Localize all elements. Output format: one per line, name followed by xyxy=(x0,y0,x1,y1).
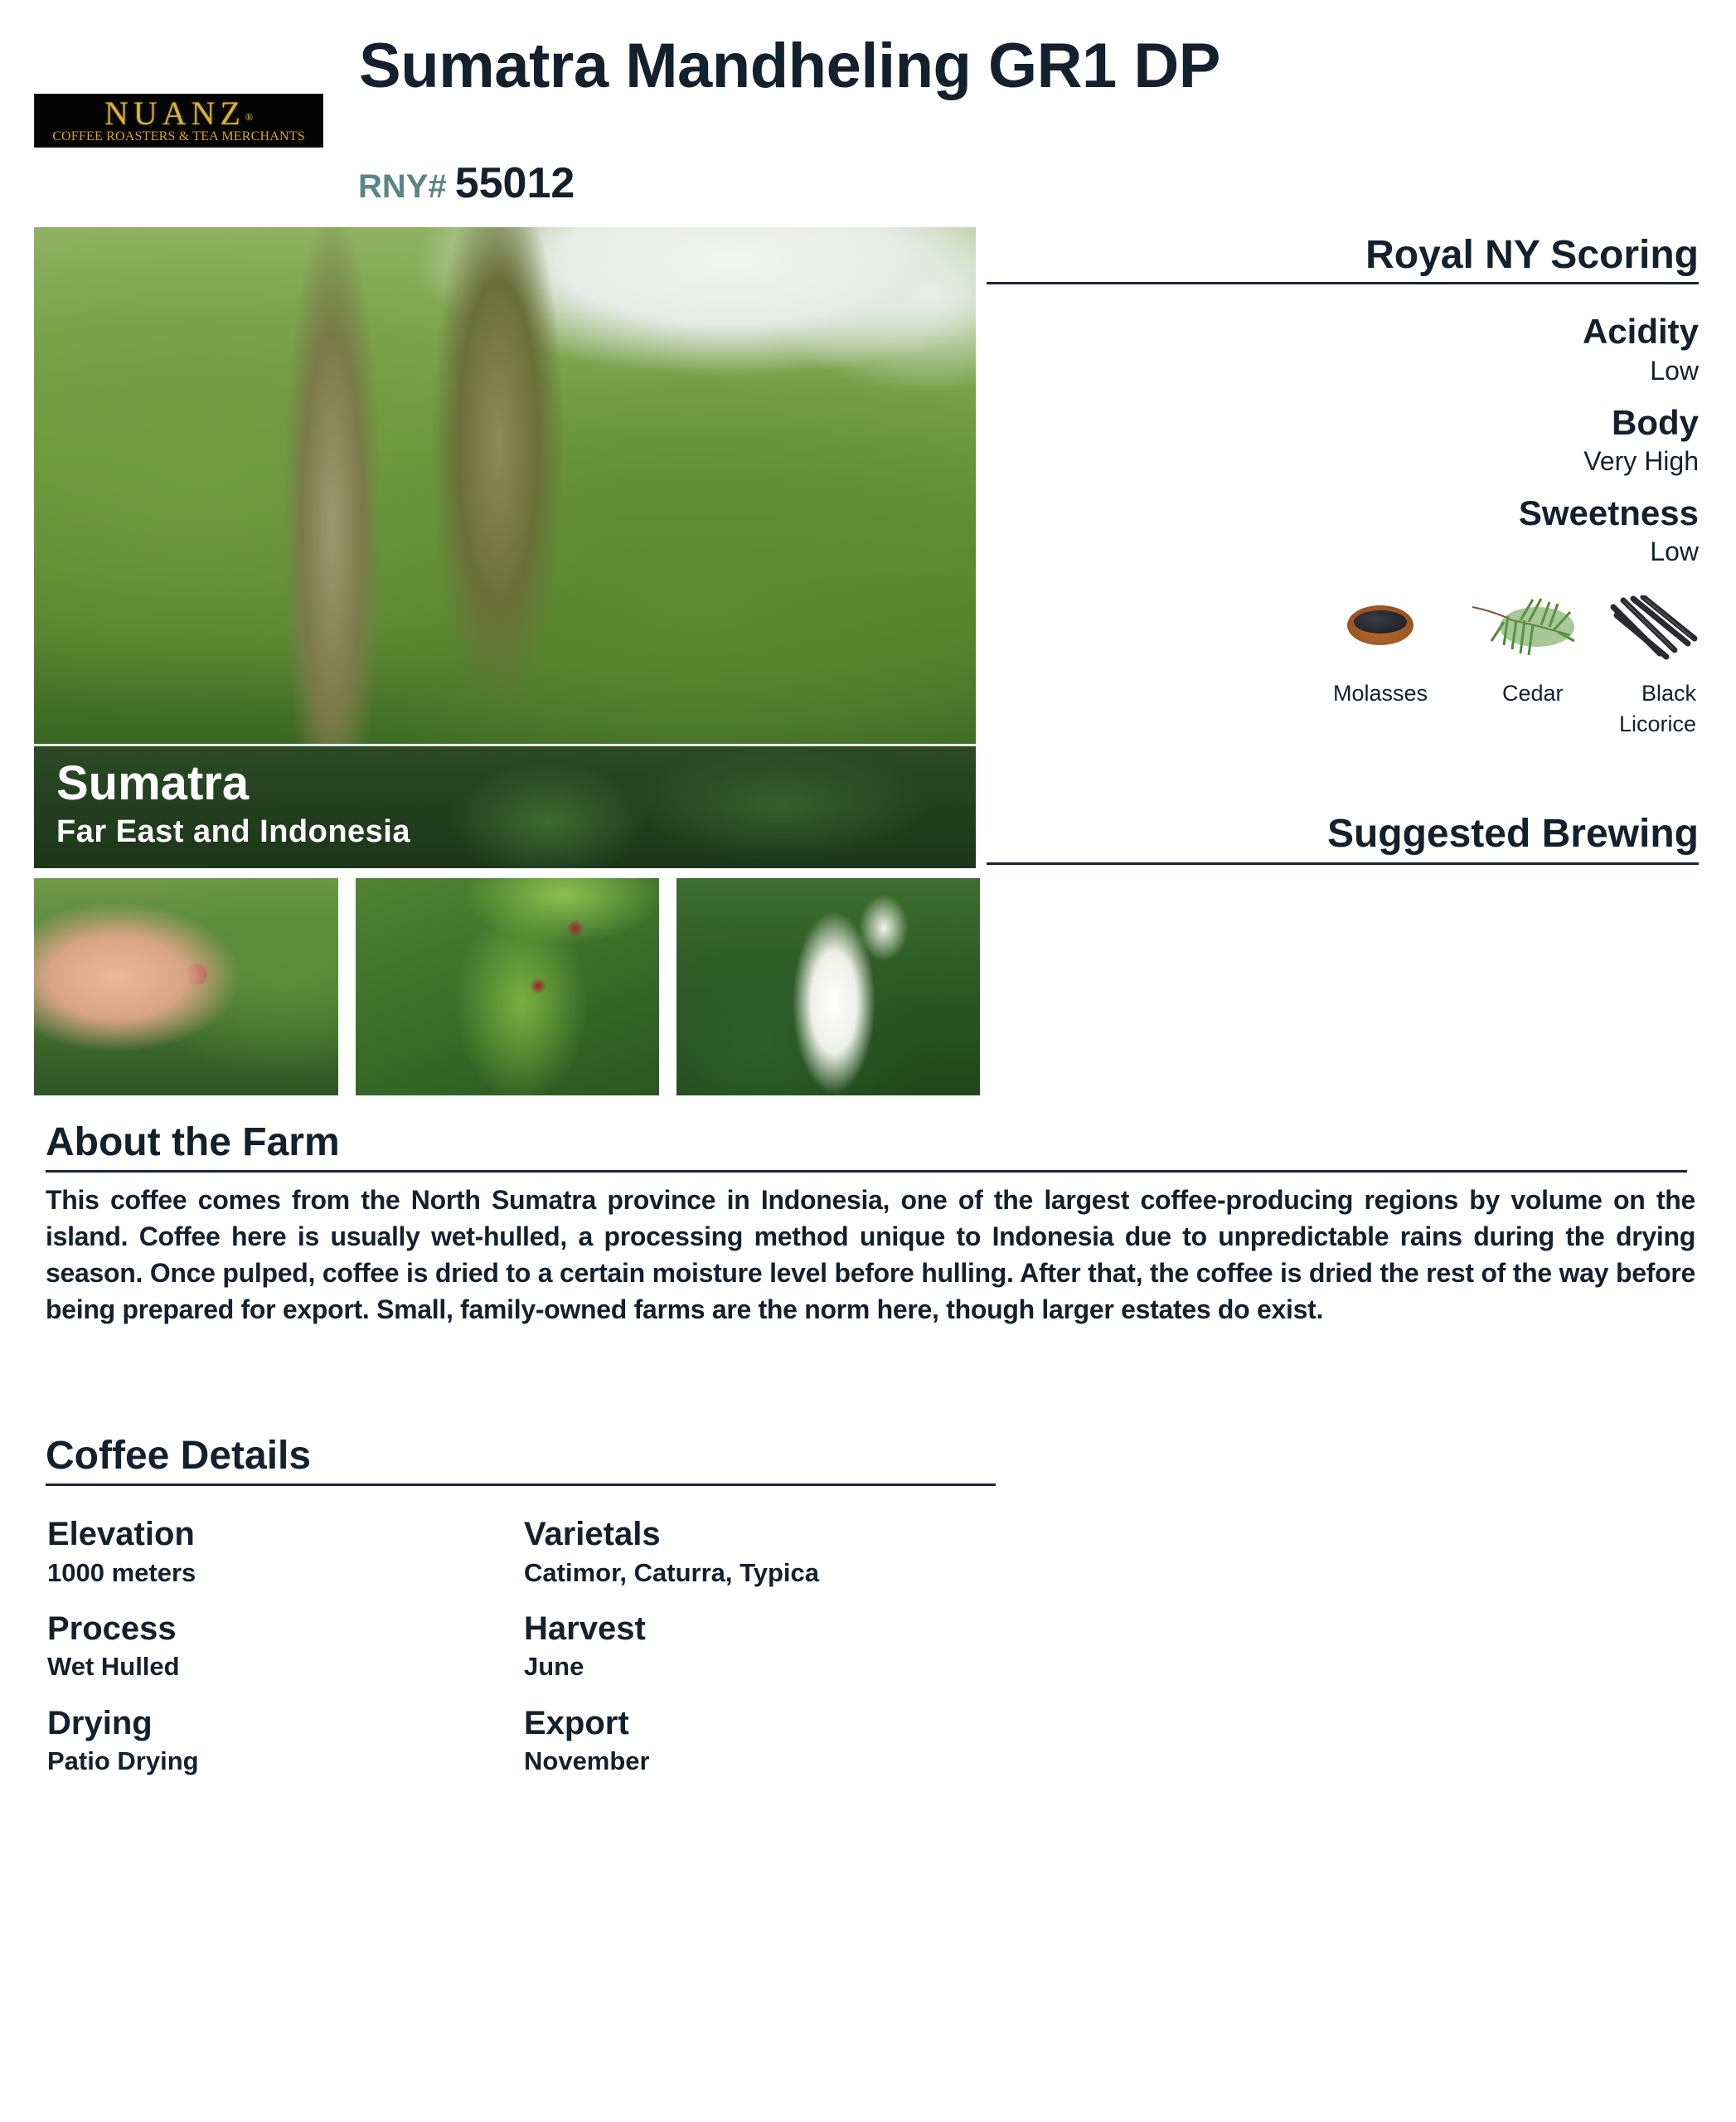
export-label: Export xyxy=(524,1705,629,1741)
varietals-label: Varietals xyxy=(524,1516,661,1552)
harvest-value: June xyxy=(524,1652,584,1681)
rny-id xyxy=(358,156,575,221)
flavor-note-black-licorice xyxy=(1592,595,1716,662)
elevation-value: 1000 meters xyxy=(47,1558,196,1587)
export-value: November xyxy=(524,1746,650,1775)
elevation-label: Elevation xyxy=(47,1516,195,1552)
about-divider xyxy=(46,1170,1687,1173)
harvest-label: Harvest xyxy=(524,1610,646,1647)
brewing-divider xyxy=(987,862,1699,865)
brand-logo xyxy=(34,94,323,148)
hero-region-band xyxy=(34,744,976,868)
thumbnail-hand-picking xyxy=(34,878,338,1095)
sweetness-value: Low xyxy=(1650,537,1699,566)
rny-label: RNY# xyxy=(358,168,447,205)
acidity-value: Low xyxy=(1650,356,1699,386)
brewing-heading: Suggested Brewing xyxy=(1326,812,1699,856)
details-divider xyxy=(46,1483,996,1486)
body-label: Body xyxy=(1612,403,1699,442)
black-licorice-label-line1: Black xyxy=(1641,681,1696,706)
about-paragraph: This coffee comes from the North Sumatra province in Indonesia, one of the largest coffee-producing regions by volume on the island. Coffee here is usually wet-hulled, a processing method unique to Indonesia due to unpredictable rains during the drying season. Once pulped, coffee is dried to a certain moisture level before hulling. After that, the coffee is dried the rest of the way before being prepared for export. Small, family-owned farms are the norm here, though larger estates do exist. xyxy=(46,1185,1695,1324)
acidity-label: Acidity xyxy=(1582,312,1699,351)
region-subtitle: Far East and Indonesia xyxy=(56,814,410,849)
thumbnail-coffee-flowers xyxy=(676,878,980,1095)
page-title: Sumatra Mandheling GR1 DP xyxy=(359,31,1220,101)
black-licorice-icon xyxy=(1600,595,1708,662)
region-name: Sumatra xyxy=(56,756,250,810)
flavor-note-cedar xyxy=(1459,595,1583,662)
flavor-notes xyxy=(1318,595,1708,745)
molasses-label: Molasses xyxy=(1333,681,1428,706)
molasses-icon xyxy=(1326,595,1434,662)
scoring-divider xyxy=(987,282,1699,284)
cedar-label: Cedar xyxy=(1502,681,1564,706)
varietals-value: Catimor, Caturra, Typica xyxy=(524,1558,820,1587)
black-licorice-label-line2: Licorice xyxy=(1618,711,1696,736)
hero-farm-photo xyxy=(34,227,976,868)
flavor-note-molasses xyxy=(1318,595,1443,662)
rny-number: 55012 xyxy=(454,159,575,207)
about-heading: About the Farm xyxy=(46,1120,340,1164)
registered-mark: ® xyxy=(245,110,254,123)
drying-label: Drying xyxy=(47,1705,153,1741)
scoring-heading: Royal NY Scoring xyxy=(1365,233,1699,277)
details-heading: Coffee Details xyxy=(46,1434,312,1478)
sweetness-label: Sweetness xyxy=(1518,493,1699,532)
drying-value: Patio Drying xyxy=(47,1746,199,1775)
logo-tagline: COFFEE ROASTERS & TEA MERCHANTS xyxy=(52,129,305,143)
thumbnail-coffee-cherries xyxy=(356,878,659,1095)
body-value: Very High xyxy=(1583,446,1699,476)
logo-name: NUANZ® xyxy=(104,94,254,132)
process-value: Wet Hulled xyxy=(47,1652,180,1681)
process-label: Process xyxy=(47,1610,177,1647)
cedar-icon xyxy=(1467,595,1575,662)
